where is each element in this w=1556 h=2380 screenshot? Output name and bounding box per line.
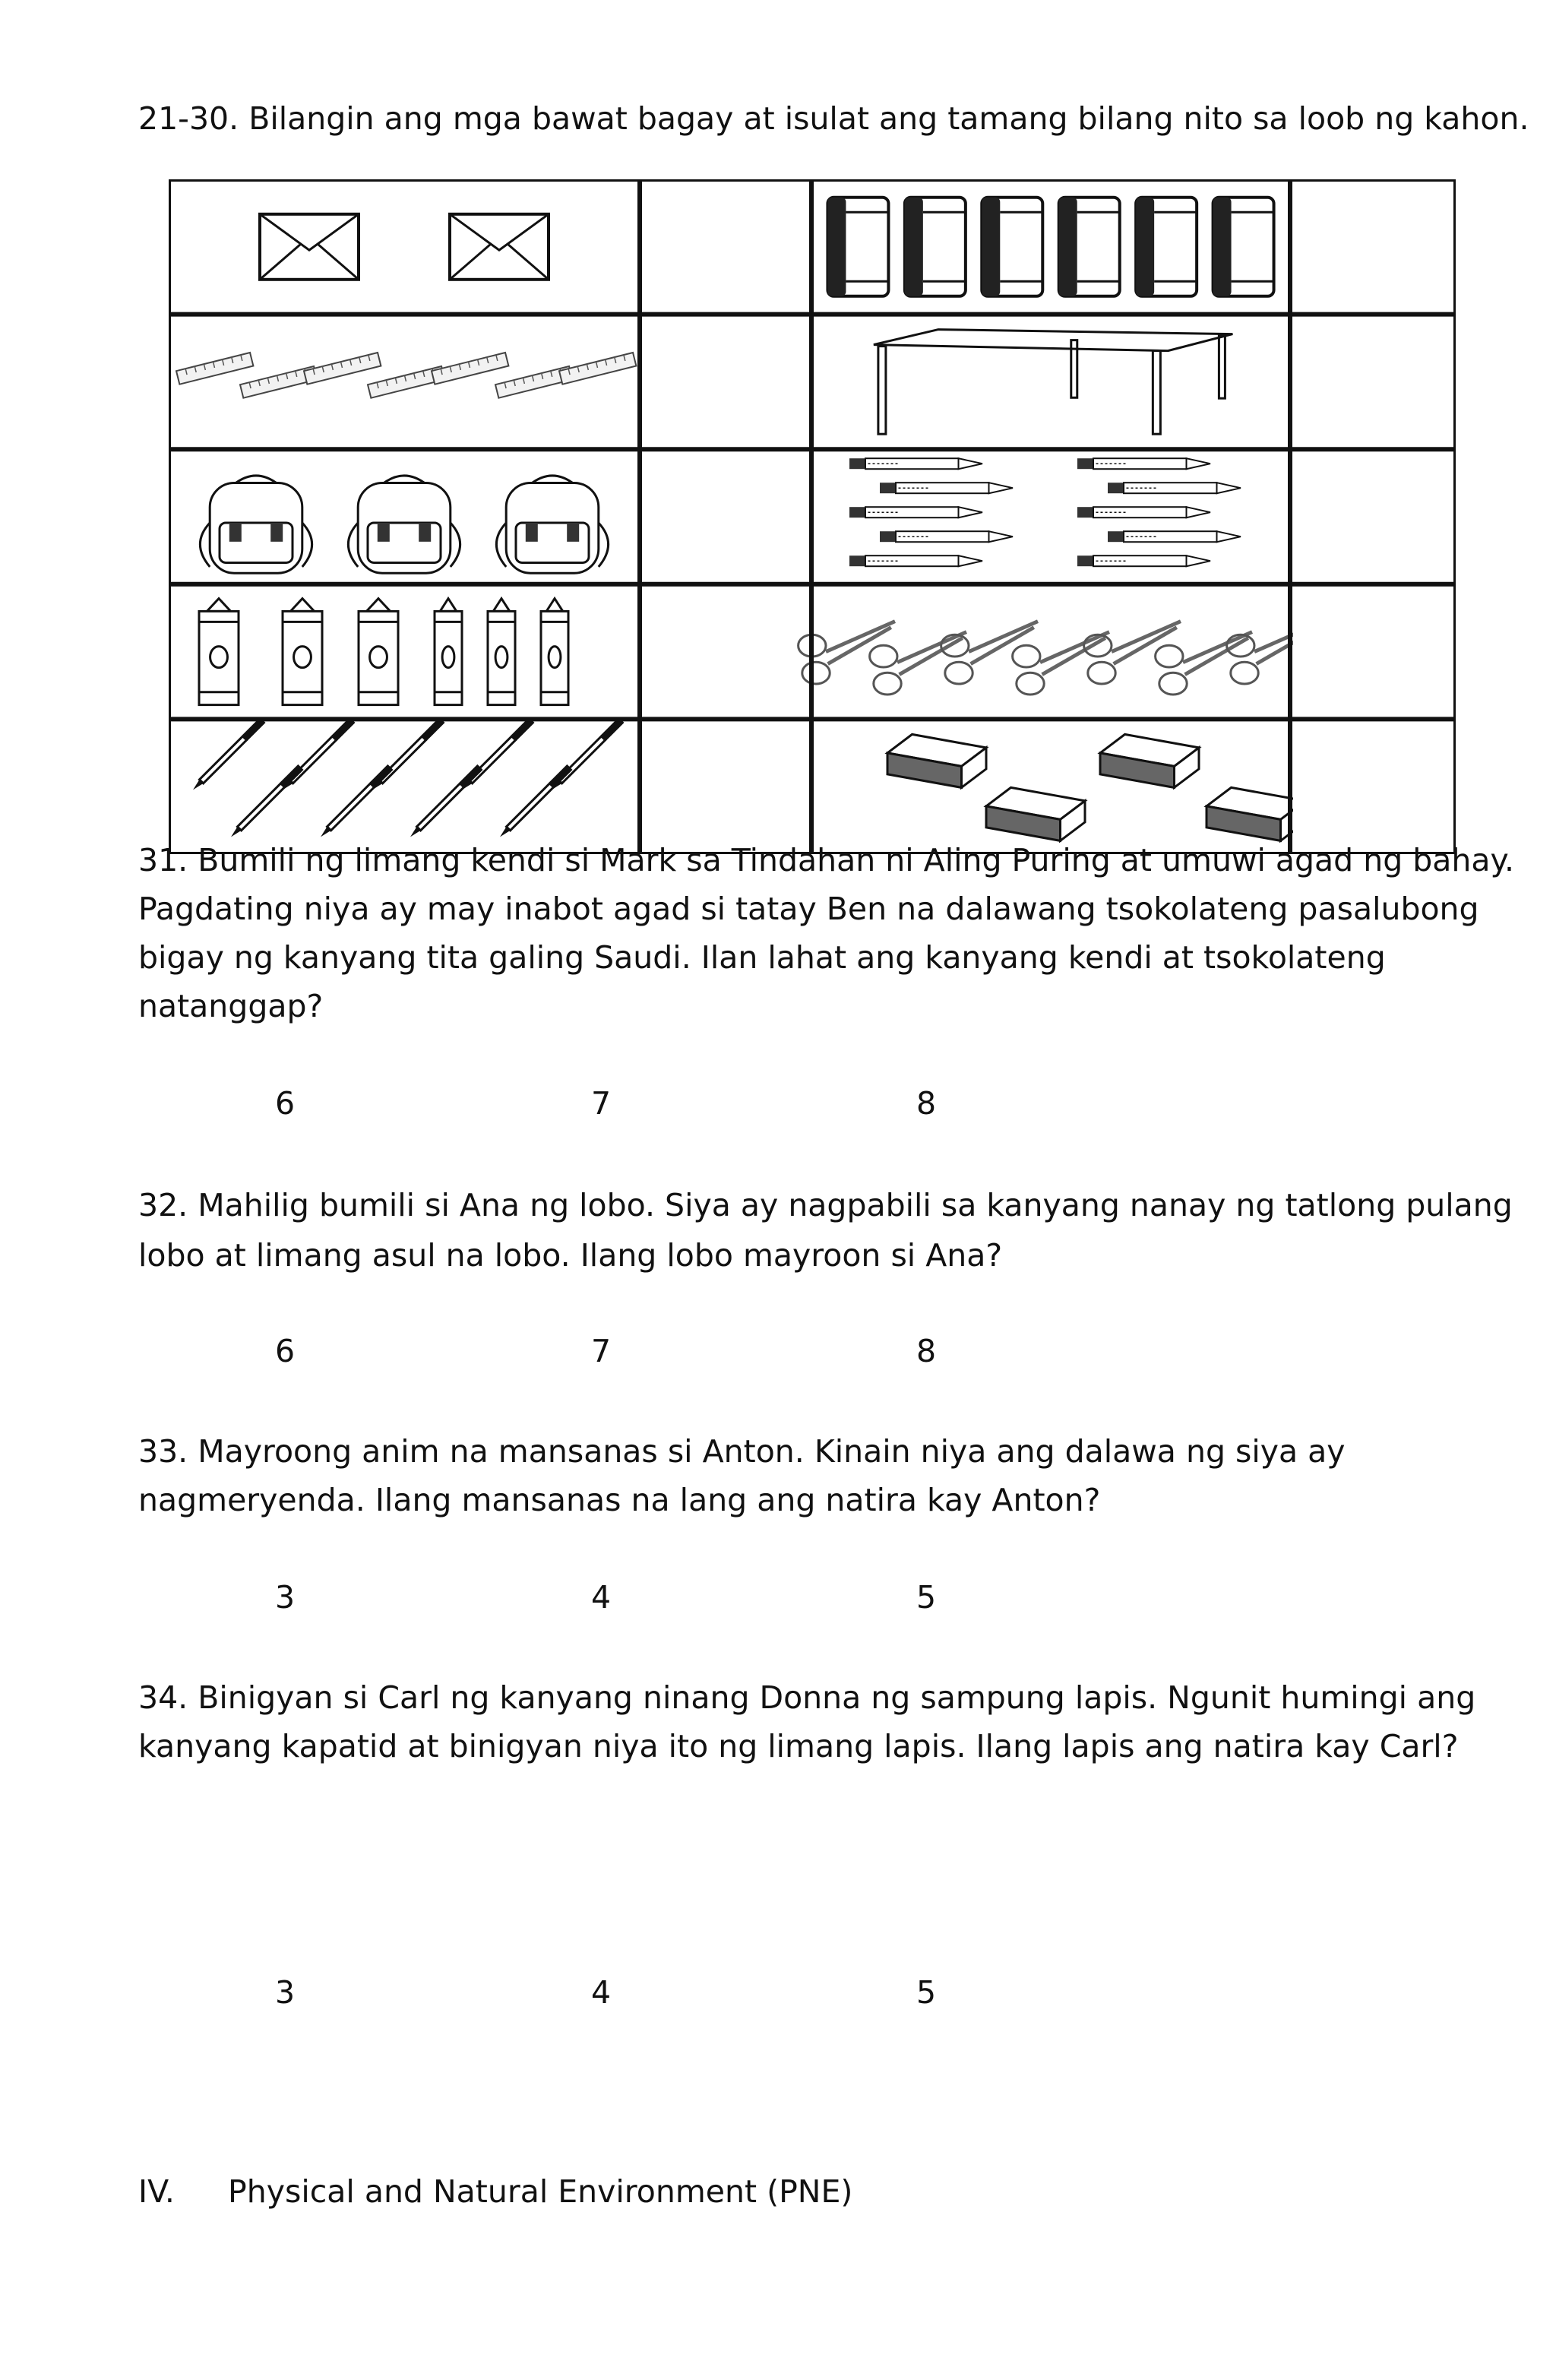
ruler-picture-group (176, 353, 636, 398)
question-33-line-1: 33. Mayroong anim na mansanas si Anton. Kinain niya ang dalawa ng siya ay (138, 1433, 1346, 1470)
pen-icon (408, 764, 482, 839)
question-32-option-a[interactable]: 6 (275, 1333, 296, 1369)
answer-box-row-4-left[interactable] (643, 587, 808, 717)
pencil-icon (1077, 458, 1210, 469)
question-34-option-a[interactable]: 3 (275, 1974, 296, 2011)
question-33-option-b[interactable]: 4 (591, 1579, 612, 1616)
pen-picture-group (191, 717, 624, 839)
book-icon (905, 198, 966, 296)
pencil-icon (1077, 555, 1210, 566)
envelope-icon (260, 214, 359, 280)
eraser-icon (1100, 734, 1199, 787)
backpack-picture-group (200, 476, 608, 573)
question-31-line-4: natanggap? (138, 988, 324, 1024)
counting-table-drawing (169, 179, 1456, 854)
crayon-icon (488, 599, 515, 705)
book-icon (1213, 198, 1274, 296)
pencil-icon (849, 458, 982, 469)
book-icon (1136, 198, 1197, 296)
backpack-icon (496, 476, 608, 573)
pencil-icon (1077, 507, 1210, 517)
pencil-picture-group (849, 458, 1241, 566)
table-icon (874, 330, 1233, 435)
eraser-icon (986, 787, 1085, 840)
question-33-option-c[interactable]: 5 (916, 1579, 937, 1616)
crayon-icon (359, 599, 398, 705)
eraser-icon (887, 734, 986, 787)
eraser-picture-group (887, 734, 1305, 840)
instruction-text: 21-30. Bilangin ang mga bawat bagay at isulat ang tamang bilang nito sa loob ng kahon. (138, 100, 1529, 137)
question-31-line-2: Pagdating niya ay may inabot agad si tatay Ben na dalawang tsokolateng pasalubong (138, 891, 1479, 927)
table-picture-group (874, 330, 1233, 435)
pen-icon (191, 717, 265, 792)
book-icon (827, 198, 888, 296)
answer-box-row-1-left[interactable] (643, 182, 808, 312)
scissors-picture-group (799, 622, 1324, 695)
question-31-option-a[interactable]: 6 (275, 1085, 296, 1122)
answer-box-row-4-right[interactable] (1293, 587, 1453, 717)
question-32-line-1: 32. Mahilig bumili si Ana ng lobo. Siya ay nagpabili sa kanyang nanay ng tatlong pulang (138, 1187, 1513, 1223)
pencil-icon (1108, 483, 1241, 493)
crayon-icon (283, 599, 322, 705)
question-31-option-c[interactable]: 8 (916, 1085, 937, 1122)
book-icon (982, 198, 1042, 296)
book-icon (1059, 198, 1120, 296)
pencil-icon (849, 555, 982, 566)
ruler-icon (304, 353, 381, 385)
counting-table (169, 179, 1456, 854)
answer-box-row-5-right[interactable] (1293, 722, 1453, 851)
crayon-icon (435, 599, 462, 705)
question-31-line-1: 31. Bumili ng limang kendi si Mark sa Tindahan ni Aling Puring at umuwi agad ng bahay. (138, 842, 1514, 878)
ruler-icon (432, 353, 508, 385)
question-32-option-b[interactable]: 7 (591, 1333, 612, 1369)
answer-box-row-1-right[interactable] (1293, 182, 1453, 312)
ruler-icon (559, 353, 636, 385)
question-34-line-2: kanyang kapatid at binigyan niya ito ng limang lapis. Ilang lapis ang natira kay Carl? (138, 1728, 1459, 1764)
question-31-line-3: bigay ng kanyang tita galing Saudi. Ilan lahat ang kanyang kendi at tsokolateng (138, 939, 1386, 976)
book-picture-group (827, 198, 1273, 296)
crayon-icon (199, 599, 239, 705)
pencil-icon (849, 507, 982, 517)
envelope-picture-group (260, 214, 549, 280)
question-32-line-2: lobo at limang asul na lobo. Ilang lobo mayroon si Ana? (138, 1237, 1003, 1274)
answer-box-row-5-left[interactable] (643, 722, 808, 851)
pencil-icon (880, 531, 1013, 542)
section-iv-title: Physical and Natural Environment (PNE) (228, 2173, 853, 2210)
pen-icon (229, 764, 303, 839)
backpack-icon (348, 476, 460, 573)
question-32-option-c[interactable]: 8 (916, 1333, 937, 1369)
ruler-icon (176, 353, 253, 385)
question-33-line-2: nagmeryenda. Ilang mansanas na lang ang natira kay Anton? (138, 1482, 1101, 1518)
answer-box-row-3-left[interactable] (643, 452, 808, 581)
crayon-icon (541, 599, 568, 705)
question-31-option-b[interactable]: 7 (591, 1085, 612, 1122)
answer-box-row-2-right[interactable] (1293, 318, 1453, 447)
pencil-icon (1108, 531, 1241, 542)
envelope-icon (450, 214, 549, 280)
question-34-option-b[interactable]: 4 (591, 1974, 612, 2011)
pen-icon (498, 764, 572, 839)
backpack-icon (200, 476, 312, 573)
crayon-picture-group (199, 599, 568, 705)
answer-box-row-2-left[interactable] (643, 318, 808, 447)
question-34-option-c[interactable]: 5 (916, 1974, 937, 2011)
section-iv-number: IV. (138, 2173, 175, 2210)
question-33-option-a[interactable]: 3 (275, 1579, 296, 1616)
pen-icon (318, 764, 393, 839)
answer-box-row-3-right[interactable] (1293, 452, 1453, 581)
question-34-line-1: 34. Binigyan si Carl ng kanyang ninang Donna ng sampung lapis. Ngunit humingi ang (138, 1679, 1476, 1716)
pencil-icon (880, 483, 1013, 493)
